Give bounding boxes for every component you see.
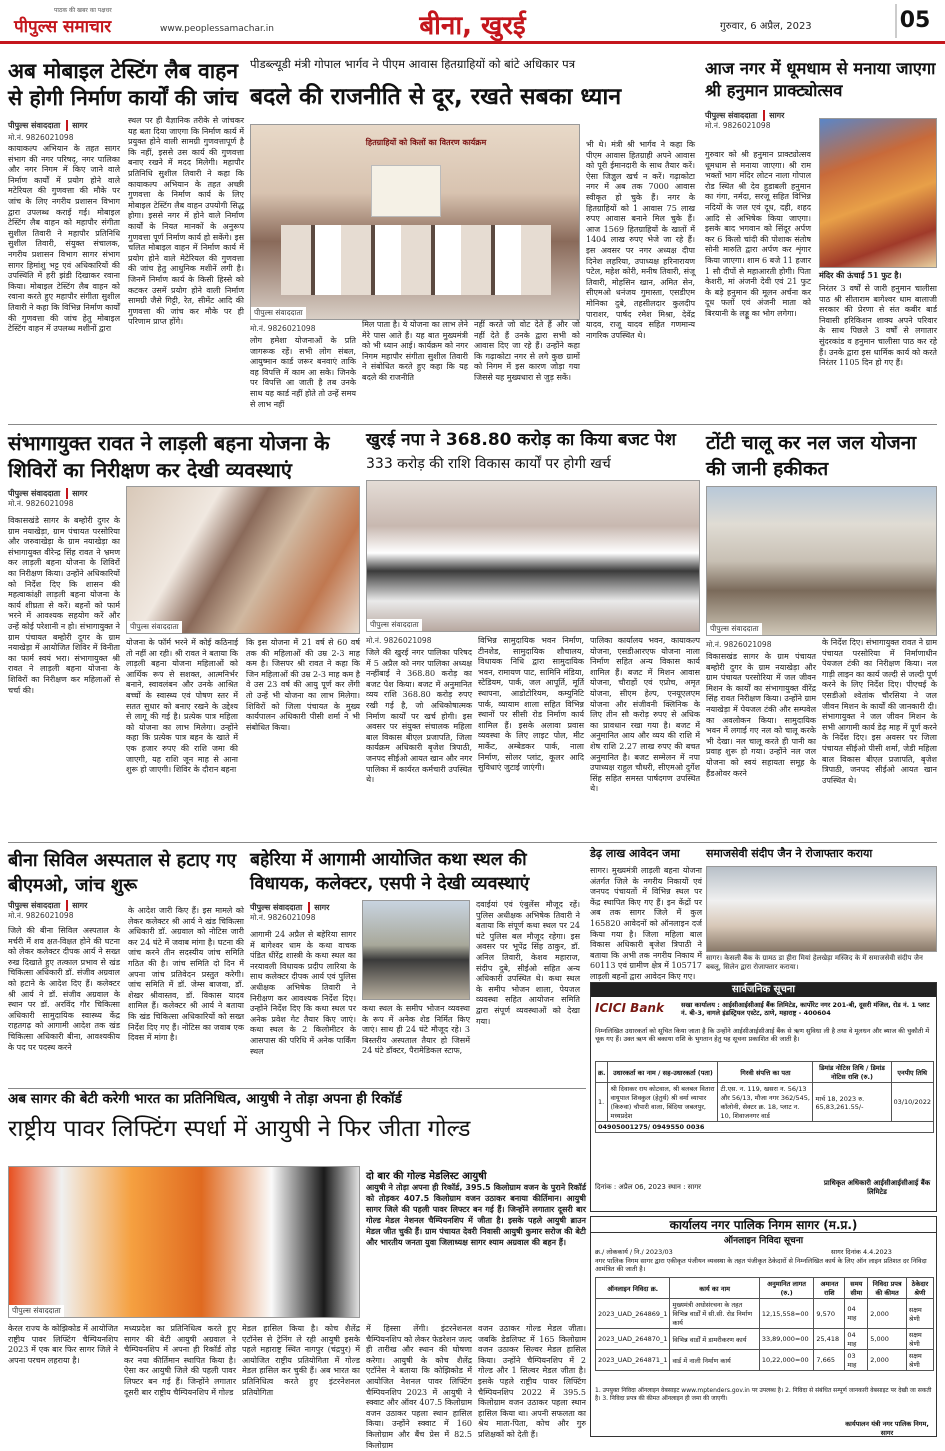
notice-ref: क्र./ लोककार्य / नि./ 2023/03 [595,1248,673,1256]
col-fee: निविदा प्रपत्र की कीमत [868,1278,907,1299]
loan-number: 04905001275/ 0949550 0036 [596,1122,934,1133]
article-body-col2: मिल पाता है। ये योजना का लाभ लेने मेरे पास आते हैं। यह बात मुख्यमंत्री को भी ध्यान आई। कार्यक्रम को नगर निगम महापौर संगीता सुशील तिवारी ने संबोधित करते हुए कहा कि यह बदले की राजनीति [362,320,468,382]
cell: 10,22,000=00 [759,1350,814,1371]
byline-place: सागर [308,902,329,913]
cell: 12,15,558=00 [759,1299,814,1329]
byline-source: पीपुल्स संवाददाता [8,121,61,130]
article-body-col2: के निर्देश दिए। संभागायुक्त रावत ने ग्राम पंचायत परसोरिया में निर्माणाधीन पेयजल टंकी का निरीक्षण किया। नल गाड़ी लाइन का कार्य जल्दी से जल्दी पूर्ण करने के लिए निर्देश दिए। पीएचई के एसडीओ श्वेतांक चौरसिया ने जल जीवन मिशन के कार्यों की जानकारी दी। संभागायुक्त ने जल जीवन मिशन के सभी आगामी कार्य डेढ़ माह में पूर्ण करने के निर्देश दिए। इस अवसर पर जिला पंचायत सीईओ पीसी शर्मा, जेडी महिला बाल विकास बीएल प्रजापति, बृजेश त्रिपाठी, जनपद सीईओ आयत खान उपस्थित थे। [822,638,937,785]
kicker: अब सागर की बेटी करेगी भारत का प्रतिनिधित्व, आयुषी ने तोड़ा अपना ही रिकॉर्ड [8,1091,402,1107]
cell: मार्च 18, 2023 रु. 65,83,261.55/- [813,1083,891,1122]
photo-credit: पीपुल्स संवाददाता [367,619,422,631]
table-row [596,1350,934,1371]
byline-place: सागर [66,488,87,499]
notice-intro: निम्नलिखित उधारकर्ता को सूचित किया जाता है कि उन्होंने आईसीआईसीआई बैंक से ऋण सुविधा ली है तथा वे मूलधन और ब्याज की चुकौती में चूक गए हैं। उक्त ऋण की बकाया राशि के भुगतान हेतु यह सूचना प्रकाशित की जाती है। [595,1027,930,1043]
tap-photo [706,486,937,636]
cell: वार्ड में नाली निर्माण कार्य [670,1350,759,1371]
headline: बदले की राजनीति से दूर, रखते सबका ध्यान [250,84,622,110]
col-time: समय सीमा [845,1278,868,1299]
article-body-col1: लोग हमेशा योजनाओं के प्रति जागरूक रहें। सभी लोग संबल, आयुष्मान कार्ड जरूर बनवाएं ताकि वह विपत्ति में काम आ सके। जिनके पर विपत्ति आ जाती है तब उनके साथ यह कार्ड नहीं होते तो उन्हें समय से लाभ नहीं [250,336,356,409]
cell: 2,000 [868,1350,907,1371]
sports-sub: दो बार की गोल्ड मेडलिस्ट आयुषी [366,1171,487,1182]
photo-credit: पीपुल्स संवाददाता [127,621,182,633]
headline: समाजसेवी संदीप जैन ने रोजाफ्तार कराया [706,847,873,860]
banner-text: हितग्राहियों को किलों का वितरण कार्यक्रम [365,138,487,147]
photo-caption: मंदिर की ऊंचाई 51 फुट है। [819,270,902,280]
cell: 2023_UAD_264870_1 [596,1329,670,1350]
photo-credit: पीपुल्स संवाददाता [9,1305,64,1317]
camp-photo [126,486,360,634]
site-visit-photo [362,900,470,1000]
col-tender-no: ऑनलाइन निविदा क्र. [596,1278,670,1299]
article-mobile-lab [8,58,244,418]
logo-text: पीपुल्स समाचार [14,17,112,37]
subheadline: 333 करोड़ की राशि विकास कार्यों पर होगी खर्च [366,456,611,472]
article-bina-hospital [8,848,244,1084]
article-pm-awas [250,58,695,422]
notice-sign: प्राधिकृत अधिकारी आईसीआईसीआई बैंक लिमिटेड [823,1179,931,1196]
col-deposit: अमानत राशि [814,1278,845,1299]
cell: सक्षम श्रेणी [906,1329,933,1350]
table-row [596,1329,934,1350]
article-body-col4: में हिस्सा लेंगी। इंटरनेशनल चैम्पियनशिप को लेकर फेडरेशन जल्द ही तारीख और स्थान की घोषणा करेगा। आयुषी के कोच शैलेंद्र एटॉनेस ने बताया कि कोझिकोड में आयोजित नेशनल पावर लिफ्टिंग चैम्पियनशिप 2023 में आयुषी ने स्क्वाट और ऑवर 407.5 किलोग्राम वजन उठाकर पहला स्थान हासिल किया। उन्होंने स्क्वाट में 160 किलोग्राम और बैंच प्रेस में 82.5 किलोग्राम [366,1324,472,1450]
article-body-col1: जिले की खुरई नगर पालिका परिषद में 5 अप्रैल को नगर पालिका अध्यक्ष नन्हींबाई ने 368.80 करोड़ का बजट पेश किया। बजट में अनुमानित व्यय राशि 368.80 करोड़ रुपए रखी गई है, जो अधिकोषात्मक निर्माण कार्यों पर खर्च होगी। इस अवसर पर संयुक्त संचालक महिला बाल विकास बीएल प्रजापति, जिला कार्यक्रम अधिकारी बृजेश त्रिपाठी, जनपद सीईओ आयत खान और नगर पालिका में कार्यरत कर्मचारी उपस्थित थे। [366,648,472,785]
photo-credit: पीपुल्स संवाददाता [251,307,306,319]
article-body-col2: स्थल पर ही वैज्ञानिक तरीके से जांचकर यह बता दिया जाएगा कि निर्माण कार्य में प्रयुक्त होने वाली सामग्री गुणवत्तापूर्ण है कि नहीं, इससे उस कार्य की गुणवत्ता बनाए रखने में मदद मिलेगी। महापौर प्रतिनिधि सुशील तिवारी ने कहा कि कायाकल्प अभियान के तहत अच्छी गुणवत्ता के निर्माण कार्य के लिए मोबाइल टेस्टिंग लैब वाहन उपयोगी सिद्ध होगा। इससे नगर में होने वाले निर्माण कार्यों के नियत मानकों के अनुरूप गुणवत्ता पूर्ण निर्माण कार्य हो सकेंगे। इस चलित मोबाइल वाहन में निर्माण कार्य में प्रयोग होने वाले मेटेरियल की गुणवत्ता की जांच हेतु आधुनिक मशीनें लगी है। जिनमें निर्माण कार्य के किसी हिस्से को कटकर उसमें प्रयोग होने वाली निर्माण सामग्री जैसे गिट्टी, रेत, सीमेंट आदि की गुणवत्ता की जांच कर मौके पर ही परिणाम प्राप्त होंगे। [128,116,244,327]
cell: 9,570 [814,1299,845,1329]
article-body-col2: योजना के फॉर्म भरने में कोई कठिनाई तो नहीं आ रही। श्री रावत ने बताया कि लाड़ली बहना योजना महिलाओं को आर्थिक रूप से सशक्त, आत्मनिर्भर बनाने, स्वावलंबन और उनके आश्रित बच्चों के स्वास्थ्य एवं पोषण स्तर में सतत सुधार को बनाए रखने के उद्देश्य से लागू की गई है। प्रत्येक पात्र महिला को योजना का लाभ मिलेगा। उन्होंने कहा कि प्रत्येक पात्र बहन के खाते में एक हजार रुपए की राशि जमा की जाएगी, यह राशि जून माह से आना शुरू हो जाएगी। शिविर के दौरान बहना [126,638,238,775]
col-sn: क्र. [596,1062,608,1083]
notice-municipal-tender [590,1216,937,1437]
article-laadli-behna [8,430,360,840]
article-body-col2: के आदेश जारी किए हैं। इस मामले को लेकर कलेक्टर श्री आर्य ने खंड चिकित्सा अधिकारी डॉ. अग्रवाल को नोटिस जारी कर 24 घंटे में जवाब मांगा है। घटना की जांच करने तीन सदस्यीय जांच समिति गठित की है। जांच समिति दो दिन में अपना जांच प्रतिवेदन प्रस्तुत करेगी। जांच समिति में डॉ. जेम्स बाजवा, डॉ. शेखर श्रीवास्तव, डॉ. विकास यादव शामिल हैं। कलेक्टर श्री आर्य ने बताया कि खंड चिकित्सा अधिकारियों को सख्त निर्देश दिए गए हैं। नोटिस का जवाब एक दिवस में मांगा है। [128,906,244,1043]
sports-lead: आयुषी ने तोड़ा अपना ही रिकॉर्ड, 395.5 किलोग्राम वजन के पुराने रिकॉर्ड को तोड़कर 407.5 किलोग्राम वजन उठाकर बनाया कीर्तिमान। आयुषी सागर जिले की पहली पावर लिफ्टर बन गई हैं। जिन्होंने लगातार दूसरी बार गोल्ड मेडल नेशनल चैम्पियनशिप में जीता है। इसके पहले आयुषी ब्राउन मेडल जीत चुकी हैं। ग्राम पंचायत देवरी निवासी आयुषी कुमार सरोज की बेटी और भारतीय जनता युवा जिलाध्यक्ष सागर श्याम अग्रवाल की बहन हैं। [366,1183,586,1247]
article-body-col1: केरल राज्य के कोझिकोड में आयोजित राष्ट्रीय पावर लिफ्टिंग चैम्पियनशिप 2023 में एक बार फिर सागर जिले ने अपना परचम लहराया है। [8,1324,118,1365]
byline-source: पीपुल्स संवाददाता [8,489,61,498]
article-nal-jal [706,430,937,840]
byline-place: सागर [763,110,784,121]
article-ayushi-gold [8,1091,586,1450]
page-number: 05 [895,4,933,38]
byline-source: पीपुल्स संवाददाता [250,903,303,912]
byline [8,900,124,911]
ayushi-photo [8,1166,360,1318]
article-body-col2: विभिन्न सामुदायिक भवन निर्माण, टीनशेड, सामुदायिक शौचालय, विधायक निधि द्वारा सामुदायिक भवन, रामायण पाट, सामिनि मंडिया, स्टेडियम, पार्क, जल आपूर्ति, मूर्ति स्थापना, आडोटोरियम, कम्युनिटि पार्क, व्यायाम शाला सहित विभिन्न स्थानों पर सीसी रोड निर्माण कार्य शामिल हैं। इसके अलावा प्रवास व्यवस्था के लिए लाइट पोल, मीट मार्केट, अम्बेडकर पार्क, नाला निर्माण, सोलर प्लांट, कूलर आदि सुविधाएं जुटाई जाएंगी। [478,636,584,773]
photo-credit: पीपुल्स संवाददाता [707,623,762,635]
byline-place: सागर [66,120,87,131]
byline-phone: मो.नं. 9826021098 [250,324,316,333]
cell: 2023_UAD_264871_1 [596,1350,670,1371]
cell: 04 माह [845,1329,868,1350]
article-body-col3: कथा स्थल के समीप भोजन व्यवस्था के रूप में अनेक शेड निर्मित किए जाएं। साथ ही 24 घंटे मौजूद रहे। 3 बिस्तरीय अस्पताल तैयार हो जिसमें 24 घंटे डॉक्टर, पैरामेडिकल स्टाफ, [362,1004,470,1056]
byline-phone: मो.नं. 9826021098 [705,121,771,130]
notice-footer: दिनांक : अप्रैल 06, 2023 स्थान : सागर [595,1183,702,1191]
temple-photo [819,118,937,268]
tender-table [595,1277,934,1385]
event-photo [250,124,580,320]
byline-phone: मो.नं. 9826021098 [250,913,316,922]
col-borrower: उधारकर्ता का नाम / सह-उधारकर्ता (पता) [608,1062,718,1083]
cell: 2023_UAD_264869_1 [596,1299,670,1329]
byline [8,488,124,499]
col-cost: अनुमानित लागत (रु.) [759,1278,814,1299]
article-body: गुरुवार को श्री हनुमान प्राक्ट्योत्सव धूमधाम से मनाया जाएगा। श्री राम भक्तों भाग मंदिर लोटन नाला गोपाल रोड स्थित श्री देव हुडाबली हनुमान का गंगा, नर्मदा, सरजू सहित विभिन्न नदियों के जल एवं दूध, दही, शहद आदि से अभिषेक किया जाएगा। इसके बाद भगवान को सिंदूर अर्पण कर 6 किलो चांदी की पोशाक संतोष सोनी मारुति द्वारा अर्पण कर शृंगार किया जाएगा। शाम 6 बजे 11 हजार 1 सौ दीपों से महाआरती होगी। पिता केशरी, मां अंजनी देवी एवं 21 फुट के बड़े हनुमान की मूलन अर्चना कर दूध फलों एवं अंजनी माता को बिरयानी के लड्डू का भोग लगेगा। [705,150,811,318]
budget-photo [366,480,700,632]
byline-phone: मो.नं. 9826021098 [8,911,74,920]
article-body-col1: विकासखंड सागर के ग्राम पंचायत बम्होरी दुगर के ग्राम नयाखेड़ा और ग्राम पंचायत परसोरिया में जल जीवन मिशन के कार्यों का संभागायुक्त वीरेंद्र सिंह रावत निरीक्षण किया। उन्होंने ग्राम नयाखेड़ा में पेयजल टंकी और सम्पवेल का अवलोकन किया। सामुदायिक भवन में लगाई गए नल को चालू करके भी देखा। नल चालू करते ही पानी का प्रवाह शुरू हो गया। उन्होंने नल जल योजना को स्वयं सहायता समूह के हैंडओवर करने [706,652,816,778]
article-body: सागर। मुख्यमंत्री लाड़ली बहना योजना अंतर्गत जिले के नगरीय निकायों एवं जनपद पंचायतों में विभिन्न स्थल पर केंद्र स्थापित किए गए हैं। इन केंद्रों पर अब तक सागर जिले में कुल 165820 आवेदनों को ऑनलाइन दर्ज किया गया है। जिला महिला बाल विकास अधिकारी बृजेश त्रिपाठी ने बताया कि अभी तक नगरीय निकाय में 60113 एवं ग्रामीण क्षेत्र में 105717 लाड़ली बहनों द्वारा आवेदन किए गए। [590,866,702,981]
notice-header: कार्यालय नगर पालिक निगम सागर (म.प्र.) [591,1217,936,1233]
cell: 7,665 [814,1350,845,1371]
masthead [0,0,945,44]
article-body-col3: कि इस योजना में 21 वर्ष से 60 वर्ष तक की महिलाओं की उम्र 2-3 माह कम है। जिसपर श्री रावत ने कहा कि जिन महिलाओं की उम्र 2-3 माह कम है वे उस 23 वर्ष की आयु पूर्ण कर लेंगी तो उन्हें भी योजना का लाभ मिलेगा। शिविरों को जिला पंचायत के मुख्य कार्यपालन अधिकारी पीसी शर्मा ने भी संबोधित किया। [246,638,360,732]
article-body-col4: भी थे। मंत्री श्री भार्गव ने कहा कि पीएम आवास हितग्राही अपने आवास को पूरी ईमानदारी के साथ तैयार करें। ऐसा जिज्ञुल खर्च न करें। गढ़ाकोटा नगर में अब तक 7000 आवास स्वीकृत हो चुके हैं। नगर के हितग्राहियों को 1 आवास 75 लाख रुपए आवास बनाने मिल चुके हैं। आज 1569 हितग्राहियों के खातों में 1404 लाख रुपए भेजे जा रहे हैं। इस अवसर पर नगर अध्यक्ष दीपा दिनेश लहरिया, उपाध्यक्ष हरिनारायण पटेल, महेश कोरी, मनीष तिवारी, संजू तिवारी, मोहसिन खान, अमित सेन, सीएमओ धनंजय गुमास्ता, एसडीएम मोनिका दुबे, तहसीलदार कुलदीप पाराशर, पार्षद रमेश मिश्रा, देवेंद्र यादव, राजू यादव सहित गणमान्य नागरिक उपस्थित थे। [586,140,695,340]
article-body-col1: जिले की बीना सिविल अस्पताल के मर्चरी में शव क्षत-विक्षत होने की घटना को लेकर कलेक्टर दीपक आर्य ने सख्त रुख दिखाते हुए तत्काल प्रभाव से खंड चिकित्सा अधिकारी डॉ. संजीव अग्रवाल को हटाने के आदेश दिए हैं। कलेक्टर श्री आर्य ने डॉ. संजीव अग्रवाल के स्थान पर डॉ. अरविंद गौर चिकित्सा अधिकारी सामुदायिक स्वास्थ्य केंद्र राहतगढ़ को आगामी आदेश तक खंड चिकित्सा अधिकारी बीना, आवश्यकीय के पद पर पदस्थ करने [8,926,120,1052]
notice-table [595,1061,934,1157]
notice-date: सागर दिनांक 4.4.2023 [831,1248,892,1256]
notice-sign: कार्यपालन यंत्री नगर पालिक निगम, सागर [845,1420,929,1437]
notice-header: सार्वजनिक सूचना [591,983,936,997]
notice-sub: ऑनलाइन निविदा सूचना [723,1236,804,1246]
byline-source: पीपुल्स संवाददाता [8,901,61,910]
bank-name: ICICI Bank [595,1001,664,1015]
byline-phone: मो.नं. 9826021098 [706,640,772,649]
cell: 2,000 [868,1299,907,1329]
article-body-col1: विकासखंडे सागर के बम्होरी दुगर के ग्राम नयाखेड़ा, ग्राम पंचायत परसोरिया और जरुवाखेड़ा के ग्राम नयाखेड़ा का संभागायुक्त वीरेन्द्र सिंह रावत ने भ्रमण कर लाड़ली बहना योजना के शिविरों का निरीक्षण किया। उन्होंने अधिकारियों को निर्देश दिए कि शासन की महत्वाकांक्षी लाड़ली बहना योजना के कार्य शीघ्रता से करें। बहनों को फार्म भरने में आवश्यक सहयोग करें और उन्हें कोई परेशानी न हो। संभागायुक्त ने ग्राम पंचायत बम्होरी दुगर के ग्राम नयाखेड़ा में आयोजित शिविर में विनीता का फार्म स्वयं भरा। संभागायुक्त श्री रावत ने लाड़ली बहना योजना के शिविरों का निरीक्षण कर महिलाओं से चर्चा की। [8,516,120,695]
article-body-col3: मेडल हासिल किया है। कोच शैलेंद्र एटॉनेस से ट्रेनिंग ले रही आयुषी इसके पहले महाराष्ट्र स्थित नागपुर (चंद्रपुर) में आयोजित राष्ट्रीय प्रतियोगिता में गोल्ड मेडल हासिल कर चुकी हैं। अब भारत का प्रतिनिधित्व करते हुए इंटरनेशनल प्रतियोगिता [242,1324,360,1397]
article-khurai-budget [366,430,700,840]
article-baheriya-katha [250,848,580,1084]
iftar-photo [706,866,937,952]
headline: खुरई नपा ने 368.80 करोड़ का किया बजट पेश [366,430,676,450]
section-title: बीना, खुरई [419,11,526,41]
notice-icici [590,982,937,1212]
article-body-2: निरंतर 3 वर्षों से जारी हनुमान चालीसा पाठ श्री सीताराम बागेश्वर धाम बालाजी सरकार की प्रेरणा से संत कबीर बार्ड निवासी हरिकिशन शाक्य अपने परिवार के साथ पिछले 3 वर्षों से लगातार सुंदरकांड व हनुमान चालीसा पाठ कर रहे हैं। उनके द्वारा इस धार्मिक कार्य को करते निरंतर 1105 दिन हो गए हैं। [819,284,937,368]
headline: बीना सिविल अस्पताल से हटाए गए बीएमओ, जांच शुरू [8,850,237,896]
article-applications [590,847,702,981]
photo-caption: सागर। केसली बैंक के ग्रामठ डा हीरा मियां हेलखेड़ा मस्जिद के में समाजसेवी संदीप जैन बबलू, सिलेन द्वारा रोजाफ्तार कराया। [706,954,923,971]
cell: 03 माह [845,1350,868,1371]
cell: मुख्यमंत्री अधोसंरचना के तहत विभिन्न वार्डों में सी.सी. रोड निर्माण कार्य [670,1299,759,1329]
byline-place: सागर [66,900,87,911]
article-body-col3: नहीं करते जो वोट देते हैं और जो नहीं देते हैं उनके द्वारा सभी को आवास दिए जा रहे हैं। उन्होंने कहा कि गढ़ाकोटा नगर से लगे कुछ ग्रामों को निगम में इस कारण जोड़ा गया जिससे यह मुख्यधारा से जुड़ सकें। [474,320,580,382]
article-body-col2: मध्यप्रदेश का प्रतिनिधित्व करते हुए सागर की बेटी आयुषी अग्रवाल ने चैम्पियनशिप में अपना ही रिकॉर्ड तोड़ कर नया कीर्तिमान स्थापित किया है। ऐसा कर आयुषी जिले की पहली पावर लिफ्टर बन गई हैं। जिन्होंने लगातार दूसरी बार राष्ट्रीय चैम्पियनशिप में गोल्ड [124,1324,236,1397]
masthead-url[interactable]: www.peoplessamachar.in [160,24,274,34]
col-npa: एनपीए तिथि [891,1062,933,1083]
cell: 04 माह [845,1299,868,1329]
article-body-col1: आगामी 24 अप्रैल से बहेरिया सागर में बागेश्वर धाम के कथा वाचक पंडित धीरेंद्र शास्त्री के कथा स्थल का नरयावली विधायक प्रदीप लारिया के साथ कलेक्टर दीपक आर्य एवं पुलिस अधीक्षक अभिषेक तिवारी ने निरीक्षण कर आवश्यक निर्देश दिए। उन्होंने निर्देश दिए कि कथा स्थल पर अनेक प्रवेश गेट तैयार किए जाएं। कथा स्थल के 2 किलोमीटर के आसपास की परिधि में अनेक पार्किंग स्थल [250,930,356,1056]
byline-source: पीपुल्स संवाददाता [705,111,758,120]
cell: 03/10/2022 [891,1083,933,1122]
cell: 5,000 [868,1329,907,1350]
bank-office: सखा कार्यालय : आईसीआईसीआई बैंक लिमिटेड, कार्पोरेट नगर 201-बी, दूसरी मंजिल, रोड नं. 1 प्लाट नं. बी-3, वागले इंडस्ट्रियल एस्टेट, ठाणे, महाराष्ट्र - 400604 [681,1001,930,1017]
headline: बहेरिया में आगामी आयोजित कथा स्थल की विधायक, कलेक्टर, एसपी ने देखी व्यवस्थाएं [250,850,530,894]
byline-phone: मो.नं. 9826021098 [8,133,74,142]
col-class: ठेकेदार श्रेणी [906,1278,933,1299]
col-demand: डिमांड नोटिस तिथि / डिमांड नोटिस राशि (रु.) [813,1062,891,1083]
cell: श्री दिवाकर राय कोटवाल, श्री बलबल वितारा वायूपाल शिवकुल (हेतुर्थ) श्री वर्मा व्यापार (किरुवा) चौपारी वाला, बिंदिया जबलपुर, मध्यप्रदेश [608,1083,718,1122]
cell: सक्षम श्रेणी [906,1299,933,1329]
cell: विभिन्न वार्डों में डामरीकरण कार्य [670,1329,759,1350]
article-body-col5: वजन उठाकर गोल्ड मेडल जीता। जबकि डेडलिफ्ट में 165 किलोग्राम वजन उठाकर सिल्वर मेडल हासिल किया। उन्होंने चैम्पियनशिप में 2 गोल्ड और 1 सिल्वर मेडल जीता है। इसके पहले राष्ट्रीय पावर लिफ्टिंग चैम्पियनशिप 2022 में 395.5 किलोग्राम वजन उठाकर पहला स्थान हासिल किया था। अपनी सफलता का श्रेय माता-पिता, कोच और गुरु प्रशिक्षकों को देती हैं। [478,1324,586,1439]
article-body-col1: कायाकल्प अभियान के तहत सागर संभाग की नगर परिषद्, नगर पालिका और नगर निगम में किए जाने वाले निर्माण कार्यों में प्रयोग होने वाले मटेरियल की गुणवत्ता की मौके पर जांच के लिए नगरीय प्रशासन विभाग द्वारा उपलब्ध कराई गई। मोबाइल टेस्टिंग लैब वाहन को महापौर संगीता सुशील तिवारी ने महापौर प्रतिनिधि सुशील तिवारी, संयुक्त संचालक, नगरीय प्रशासन विभाग सागर संभाग सागर हिमांशु भट्ट एवं अधिकारियों की उपस्थिति में हरी झंडी दिखाकर रवाना किया। मोबाइल टेस्टिंग लैब वाहन को रवाना करते हुए महापौर संगीता सुशील तिवारी ने कहा कि विभिन्न निर्माण कार्यों की गुणवत्ता की जांच हेतु मोबाइल टेस्टिंग वाहन में उपलब्ध मशीनों द्वारा [8,144,120,334]
headline: टोंटी चालू कर नल जल योजना की जानी हकीकत [706,432,917,480]
cell: सक्षम श्रेणी [906,1350,933,1371]
headline: डेढ़ लाख आवेदन जमा [590,847,680,860]
kicker: पीडब्ल्यूडी मंत्री गोपाल भार्गव ने पीएम आवास हितग्राहियों को बांटे अधिकार पत्र [250,57,576,71]
article-body-col3: पालिका कार्यालय भवन, कायाकल्प योजना, एसडीआरएफ योजना नाला निर्माण सहित अन्य विकास कार्य शामिल हैं। बजट में मिशन आवास योजना, चौराहों एवं एप्रोच, अमृत योजना, सीएम हेल्प, एनयूएलएम योजना और संजीवनी क्लिनिक के लिए तीन सौ करोड़ रुपए से अधिक का प्रावधान रखा गया है। बजट में अनुमानित आय और व्यय की राशि में शेष राशि 2.27 लाख रुपए की बचत अनुमानित है। बजट सम्मेलन में नपा उपाध्यक्ष राहुल चौधरी, सीएमओ दुर्गेश सिंह सहित समस्त पार्षदगण उपस्थित थे। [590,636,700,794]
article-roza-iftar [706,848,937,976]
table-row [596,1299,934,1329]
headline: अब मोबाइल टेस्टिंग लैब वाहन से होगी निर्माण कार्यों की जांच [8,59,239,110]
page-date: गुरुवार, 6 अप्रैल, 2023 [720,21,812,32]
article-body-col2: दवाईयां एवं एंबुलेंस मौजूद रहें। पुलिस अधीक्षक अभिषेक तिवारी ने बताया कि संपूर्ण कथा स्थल पर 24 घंटे पुलिस बल मौजूद रहेगा। इस अवसर पर भूपेंद्र सिंह ठाकुर, डॉ. अनिल तिवारी, केशव महाराज, संदीप दुबे, सीईओ सहित अन्य अधिकारी उपस्थित थे। कथा स्थल के समीप भोजन शाला, पेयजल व्यवस्था सहित आयोजन समिति द्वारा संपूर्ण व्यवस्थाओं को देखा गया। [476,900,580,1026]
article-hanuman [705,58,937,422]
col-work: कार्य का नाम [670,1278,759,1299]
notice-intro: नगर पालिक निगम सागर द्वारा एकीकृत पंजीयन व्यवस्था के तहत पंजीकृत ठेकेदारों से निम्नलिखित कार्य के लिए ऑन लाइन प्रतिशत दर निविदा आमंत्रित की जाती है। [595,1257,927,1273]
logo-tagline: पाठक की खबर का पक्षधर [54,7,112,14]
col-property: गिरवी संपत्ति का पता [718,1062,813,1083]
cell: टी.एस. न. 119, खसरा न. 56/13 और 56/13, मौजा नगर 362/545, कॉलोनी, सेक्टर क्र. 18, प्लाट न. 10, शिवाजनगर वार्ड [718,1083,813,1122]
cell: 25,418 [814,1329,845,1350]
headline: आज नगर में धूमधाम से मनाया जाएगा श्री हनुमान प्राक्ट्योत्सव [705,59,936,100]
cell: 33,89,000=00 [759,1329,814,1350]
headline: राष्ट्रीय पावर लिफ्टिंग स्पर्धा में आयुषी ने फिर जीता गोल्ड [8,1116,471,1142]
cell: 1. [596,1083,608,1122]
bank-logo [595,1001,679,1021]
byline-phone: मो.नं. 9826021098 [8,499,74,508]
tender-notes: 1. उपयुक्त निविदा ऑनलाइन वेबसाइट www.mptenders.gov.in पर उपलब्ध है। 2. निविदा से संबंधित सम्पूर्ण जानकारी वेबसाइट पर देखी जा सकती है। 3. निविदा प्रपत्र की कीमत ऑनलाइन ही जमा की जाएगी। [595,1387,932,1402]
byline-phone: मो.नं. 9826021098 [366,636,432,645]
headline: संभागायुक्त रावत ने लाड़ली बहना योजना के शिविरों का निरीक्षण कर देखी व्यवस्थाएं [8,431,330,482]
